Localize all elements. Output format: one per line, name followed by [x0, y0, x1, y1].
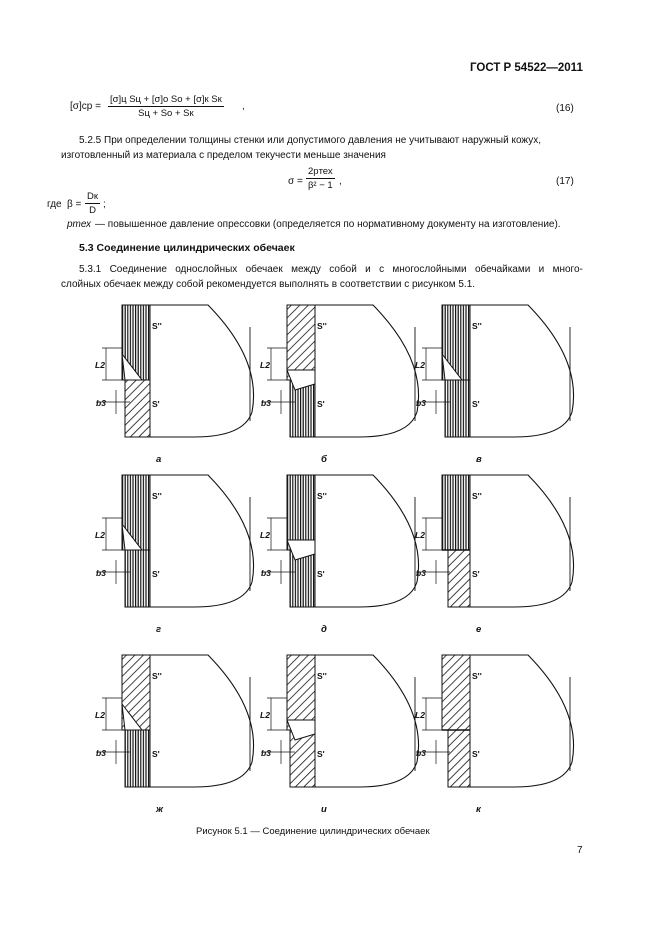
label-b3: b3 — [96, 748, 106, 758]
panel-letter: б — [321, 454, 327, 465]
beta-numerator: Dк — [87, 191, 99, 202]
eq17-lhs: σ = — [288, 176, 303, 187]
beta-tail: ; — [103, 199, 106, 210]
word: много- — [552, 264, 583, 275]
lower-shell — [448, 550, 470, 607]
figure-panel-3 — [415, 305, 574, 465]
panel-letter: в — [476, 454, 482, 465]
label-l2: L2 — [95, 360, 105, 370]
figure-panel-9 — [415, 655, 574, 815]
label-s-double: S'' — [152, 671, 162, 681]
label-s-double: S'' — [152, 491, 162, 501]
eq16-number: (16) — [556, 103, 574, 114]
label-s-single: S' — [472, 399, 480, 409]
figure-5-1 — [80, 300, 600, 820]
lower-shell — [125, 730, 150, 787]
p-definition: — повышенное давление опрессовки (определяется по нормативному документу на изготовление). — [95, 219, 561, 230]
label-b3: b3 — [416, 748, 426, 758]
beta-denominator: D — [89, 205, 96, 216]
label-b3: b3 — [96, 398, 106, 408]
eq16-denominator: Sц + Sо + Sк — [138, 108, 194, 119]
label-s-double: S'' — [317, 321, 327, 331]
label-b3: b3 — [96, 568, 106, 578]
label-b3: b3 — [416, 568, 426, 578]
section-title: 5.3 Соединение цилиндрических обечаек — [79, 242, 295, 254]
eq17-fraction — [306, 166, 335, 191]
word: и — [538, 264, 545, 275]
lower-shell — [445, 380, 470, 437]
figure-panel-4 — [95, 475, 254, 635]
para-525-line1: 5.2.5 При определении толщины стенки или допустимого давления не учитывают наружный кожух, — [79, 135, 541, 146]
beta-fraction — [85, 191, 100, 216]
eq17-number: (17) — [556, 176, 574, 187]
eq16-fraction — [108, 94, 224, 119]
panel-letter: а — [156, 454, 162, 465]
label-s-single: S' — [152, 749, 160, 759]
page-number: 7 — [577, 845, 583, 856]
panel-letter: ж — [156, 804, 163, 815]
upper-shell — [442, 475, 470, 550]
panel-letter: д — [321, 624, 327, 635]
figure-panel-6 — [415, 475, 574, 635]
label-s-double: S'' — [472, 321, 482, 331]
label-s-single: S' — [317, 569, 325, 579]
lower-shell — [290, 550, 315, 607]
label-s-double: S'' — [152, 321, 162, 331]
label-s-single: S' — [152, 569, 160, 579]
label-l2: L2 — [415, 710, 425, 720]
upper-shell — [287, 475, 315, 550]
word: обечаек — [245, 264, 283, 275]
para-531-line1 — [79, 264, 583, 275]
lower-shell — [125, 550, 150, 607]
where-word: где — [47, 199, 62, 210]
word: и — [365, 264, 371, 275]
label-l2: L2 — [260, 710, 270, 720]
upper-shell — [442, 655, 470, 730]
label-l2: L2 — [415, 360, 425, 370]
word: многослойными — [392, 264, 467, 275]
figure-panel-5 — [260, 475, 419, 635]
eq17-tail: , — [339, 176, 342, 187]
word: Соединение — [109, 264, 167, 275]
label-s-double: S'' — [317, 671, 327, 681]
panel-letter: к — [476, 804, 481, 815]
word: с — [379, 264, 385, 275]
eq17-numerator: 2pтех — [308, 166, 333, 177]
label-s-single: S' — [317, 749, 325, 759]
label-l2: L2 — [260, 530, 270, 540]
label-l2: L2 — [260, 360, 270, 370]
lower-shell — [125, 380, 150, 437]
upper-shell — [287, 655, 315, 730]
eq16-tail: , — [242, 101, 245, 112]
word: 5.3.1 — [79, 264, 102, 275]
para-531-line2: слойных обечаек между собой рекомендуется выполнять в соответствии с рисунком 5.1. — [61, 279, 476, 290]
figure-panel-7 — [95, 655, 254, 815]
word: однослойных — [175, 264, 238, 275]
eq16-numerator: [σ]ц Sц + [σ]о Sо + [σ]к Sк — [110, 94, 222, 105]
figure-panel-2 — [260, 305, 419, 465]
label-b3: b3 — [261, 568, 271, 578]
eq16-lhs: [σ]ср = — [70, 101, 101, 112]
label-s-single: S' — [317, 399, 325, 409]
eq17-denominator: β² − 1 — [307, 180, 333, 191]
label-b3: b3 — [261, 748, 271, 758]
lower-shell — [290, 380, 315, 437]
document-header: ГОСТ Р 54522—2011 — [470, 62, 583, 74]
label-b3: b3 — [416, 398, 426, 408]
word: обечайками — [474, 264, 531, 275]
label-l2: L2 — [415, 530, 425, 540]
label-s-single: S' — [472, 569, 480, 579]
label-s-double: S'' — [472, 671, 482, 681]
panel-letter: г — [156, 624, 162, 635]
lower-shell — [290, 730, 315, 787]
figure-panel-8 — [260, 655, 419, 815]
label-s-single: S' — [472, 749, 480, 759]
p-symbol: pтех — [67, 219, 92, 230]
panel-letter: и — [321, 804, 327, 815]
para-525-line2: изготовленный из материала с пределом текучести меньше значения — [61, 150, 386, 161]
label-s-double: S'' — [317, 491, 327, 501]
panel-letter: е — [476, 624, 482, 635]
label-s-double: S'' — [472, 491, 482, 501]
figure-panel-1 — [95, 305, 254, 465]
lower-shell — [448, 730, 470, 787]
label-b3: b3 — [261, 398, 271, 408]
upper-shell — [287, 305, 315, 380]
beta-lhs: β = — [67, 199, 82, 210]
label-l2: L2 — [95, 530, 105, 540]
figure-caption: Рисунок 5.1 — Соединение цилиндрических обечаек — [196, 826, 430, 837]
label-l2: L2 — [95, 710, 105, 720]
label-s-single: S' — [152, 399, 160, 409]
word: между — [291, 264, 321, 275]
word: собой — [329, 264, 357, 275]
